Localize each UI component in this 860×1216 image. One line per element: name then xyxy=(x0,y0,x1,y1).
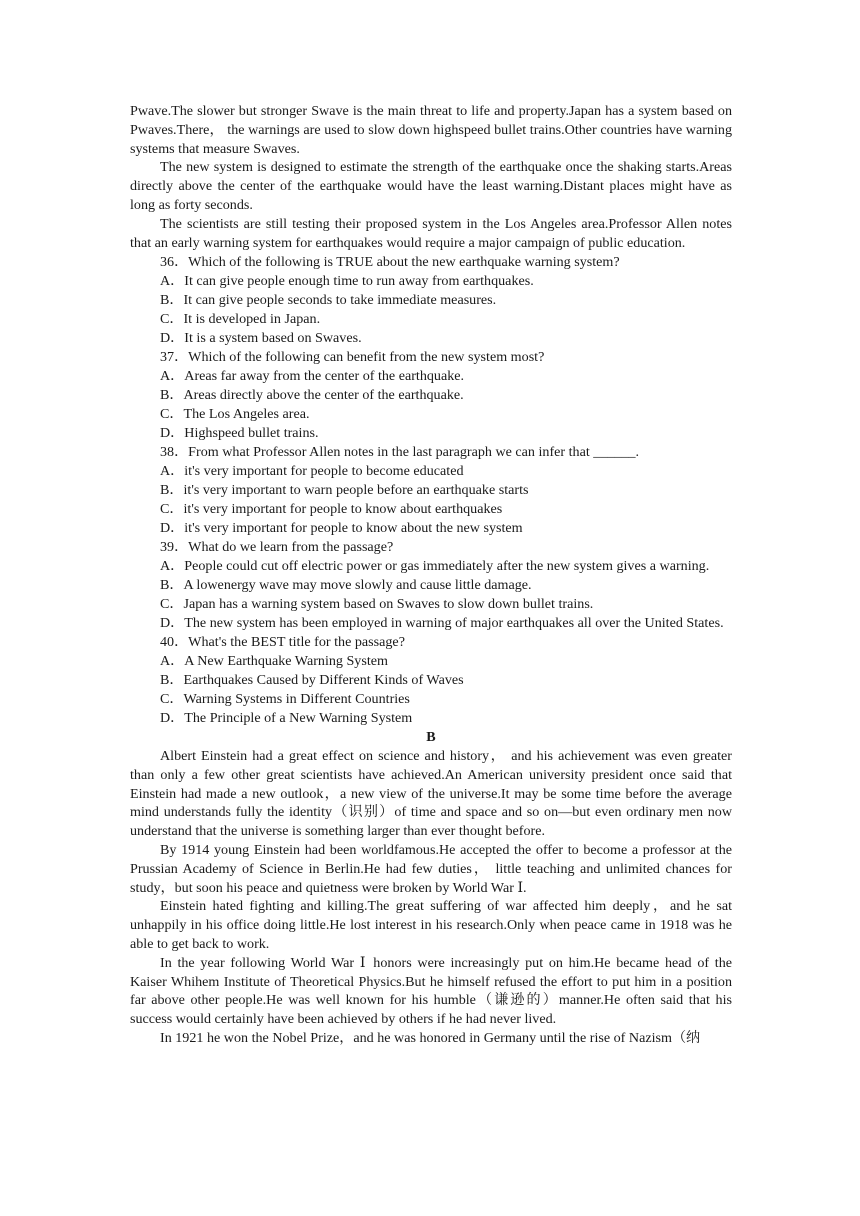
option-d: D．The Principle of a New Warning System xyxy=(160,709,413,726)
option-c: C．it's very important for people to know about earthquakes xyxy=(160,500,503,517)
section-heading: B xyxy=(426,729,436,746)
question-37 xyxy=(130,348,732,442)
option-b: B．Earthquakes Caused by Different Kinds of Waves xyxy=(160,671,464,688)
option-b: B．It can give people seconds to take immediate measures. xyxy=(160,291,497,308)
document-page xyxy=(130,102,732,1048)
option-a: A．Areas far away from the center of the earthquake. xyxy=(160,368,465,385)
question-stem: 36．Which of the following is TRUE about the new earthquake warning system? xyxy=(160,254,620,271)
option-b: B．it's very important to warn people before an earthquake starts xyxy=(160,481,529,498)
option-a: A．It can give people enough time to run away from earthquakes. xyxy=(160,273,534,290)
question-36 xyxy=(130,253,732,347)
passage-b-paragraph: In 1921 he won the Nobel Prize，and he was honored in Germany until the rise of Nazism（纳 xyxy=(160,1030,701,1047)
option-a: A．A New Earthquake Warning System xyxy=(160,653,388,670)
passage-b-paragraph: In the year following World War Ⅰ honors were increasingly put on him.He became head of the Kaiser Whihem Institute of Theoretical Physics.But he himself refused the effort to put him in a position far above other people.He was well known for his humble（谦逊的）manner.He often said that his success would certainly have been achieved by others if he had never lived. xyxy=(130,954,732,1028)
question-stem: 38．From what Professor Allen notes in the last paragraph we can infer that ______. xyxy=(160,444,640,461)
option-d: D．It is a system based on Swaves. xyxy=(160,329,362,346)
option-c: C．The Los Angeles area. xyxy=(160,405,310,422)
question-39 xyxy=(130,538,732,632)
option-b: B．A lowenergy wave may move slowly and cause little damage. xyxy=(160,576,532,593)
option-c: C．Japan has a warning system based on Swaves to slow down bullet trains. xyxy=(160,595,594,612)
passage-a-paragraph: The scientists are still testing their proposed system in the Los Angeles area.Professor Allen notes that an early warning system for earthquakes would require a major campaign of public education. xyxy=(130,215,732,251)
question-38 xyxy=(130,443,732,537)
question-stem: 40．What's the BEST title for the passage? xyxy=(160,634,405,651)
passage-a-tail xyxy=(130,102,732,252)
passage-a-paragraph: Pwave.The slower but stronger Swave is the main threat to life and property.Japan has a system based on Pwaves.There， the warnings are used to slow down highspeed bullet trains.Other countries have warning systems that measure Swaves. xyxy=(130,103,732,157)
question-list xyxy=(130,253,732,727)
option-c: C．Warning Systems in Different Countries xyxy=(160,690,410,707)
passage-b-paragraph: By 1914 young Einstein had been worldfamous.He accepted the offer to become a professor at the Prussian Academy of Science in Berlin.He had few duties， little teaching and unlimited chances for study，but soon his peace and quietness were broken by World War Ⅰ. xyxy=(130,842,732,896)
passage-b xyxy=(130,747,732,1048)
question-stem: 37．Which of the following can benefit from the new system most? xyxy=(160,349,545,366)
option-d: D．it's very important for people to know about the new system xyxy=(160,519,523,536)
option-d: D．Highspeed bullet trains. xyxy=(160,424,319,441)
passage-a-paragraph: The new system is designed to estimate the strength of the earthquake once the shaking starts.Areas directly above the center of the earthquake would have the least warning.Distant places might have as long as forty seconds. xyxy=(130,159,732,213)
question-stem: 39．What do we learn from the passage? xyxy=(160,539,394,556)
passage-b-paragraph: Albert Einstein had a great effect on science and history， and his achievement was even greater than only a few other great scientists have achieved.An American university president once said that Einstein had made a new outlook，a new view of the universe.It may be some time before the average mind understands fully the identity（识别）of time and space and so on—but even ordinary men now understand that the universe is something larger than ever thought before. xyxy=(130,748,732,840)
passage-b-paragraph: Einstein hated fighting and killing.The great suffering of war affected him deeply，and he sat unhappily in his office doing little.He lost interest in his research.Only when peace came in 1918 was he able to get back to work. xyxy=(130,898,732,953)
option-b: B．Areas directly above the center of the earthquake. xyxy=(160,386,464,403)
option-d: D．The new system has been employed in warning of major earthquakes all over the United States. xyxy=(160,614,724,631)
option-a: A．People could cut off electric power or gas immediately after the new system gives a warning. xyxy=(160,558,710,575)
question-40 xyxy=(130,633,732,727)
option-c: C．It is developed in Japan. xyxy=(160,310,321,327)
option-a: A．it's very important for people to become educated xyxy=(160,463,464,480)
